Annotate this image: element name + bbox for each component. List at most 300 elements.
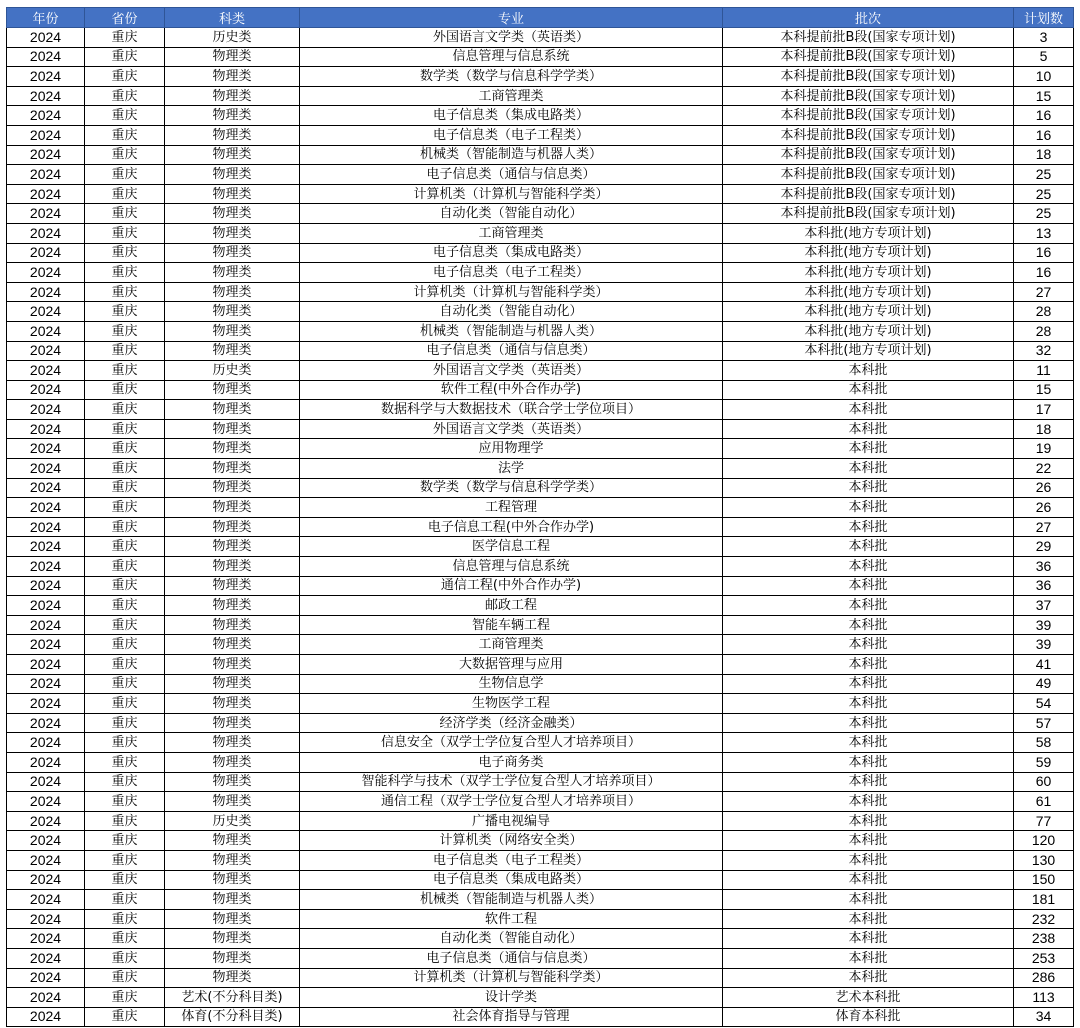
cell-subject-category: 物理类 (165, 263, 300, 283)
header-major: 专业 (300, 8, 723, 28)
table-row (7, 223, 1074, 243)
cell-subject-category: 物理类 (165, 282, 300, 302)
cell-batch: 艺术本科批 (723, 988, 1014, 1008)
cell-major: 计算机类（计算机与智能科学类） (300, 968, 723, 988)
cell-province: 重庆 (85, 125, 165, 145)
cell-subject-category: 物理类 (165, 302, 300, 322)
cell-plan-count: 29 (1014, 537, 1074, 557)
cell-year: 2024 (7, 792, 85, 812)
cell-year: 2024 (7, 282, 85, 302)
cell-batch: 本科批 (723, 948, 1014, 968)
cell-plan-count: 26 (1014, 498, 1074, 518)
cell-plan-count: 17 (1014, 400, 1074, 420)
cell-major: 自动化类（智能自动化） (300, 302, 723, 322)
cell-plan-count: 22 (1014, 459, 1074, 479)
cell-plan-count: 60 (1014, 772, 1074, 792)
cell-province: 重庆 (85, 321, 165, 341)
table-row (7, 733, 1074, 753)
cell-batch: 本科批 (723, 792, 1014, 812)
cell-year: 2024 (7, 655, 85, 675)
cell-batch: 本科提前批B段(国家专项计划) (723, 28, 1014, 48)
cell-year: 2024 (7, 165, 85, 185)
cell-batch: 体育本科批 (723, 1007, 1014, 1027)
table-row (7, 67, 1074, 87)
cell-batch: 本科批 (723, 694, 1014, 714)
cell-major: 应用物理学 (300, 439, 723, 459)
cell-subject-category: 物理类 (165, 635, 300, 655)
cell-major: 机械类（智能制造与机器人类） (300, 145, 723, 165)
cell-batch: 本科批 (723, 752, 1014, 772)
cell-year: 2024 (7, 302, 85, 322)
cell-province: 重庆 (85, 380, 165, 400)
cell-province: 重庆 (85, 223, 165, 243)
cell-plan-count: 36 (1014, 576, 1074, 596)
cell-plan-count: 16 (1014, 106, 1074, 126)
cell-year: 2024 (7, 28, 85, 48)
cell-plan-count: 27 (1014, 517, 1074, 537)
cell-subject-category: 艺术(不分科目类) (165, 988, 300, 1008)
cell-year: 2024 (7, 772, 85, 792)
cell-subject-category: 物理类 (165, 733, 300, 753)
cell-year: 2024 (7, 733, 85, 753)
cell-subject-category: 物理类 (165, 752, 300, 772)
cell-subject-category: 物理类 (165, 243, 300, 263)
cell-plan-count: 57 (1014, 713, 1074, 733)
cell-plan-count: 19 (1014, 439, 1074, 459)
cell-plan-count: 77 (1014, 811, 1074, 831)
cell-plan-count: 16 (1014, 243, 1074, 263)
cell-major: 数学类（数学与信息科学学类） (300, 67, 723, 87)
cell-province: 重庆 (85, 517, 165, 537)
cell-major: 信息安全（双学士学位复合型人才培养项目） (300, 733, 723, 753)
cell-year: 2024 (7, 752, 85, 772)
table-row (7, 909, 1074, 929)
cell-batch: 本科批 (723, 772, 1014, 792)
table-row (7, 929, 1074, 949)
cell-batch: 本科批 (723, 459, 1014, 479)
cell-year: 2024 (7, 870, 85, 890)
table-row (7, 557, 1074, 577)
table-row (7, 772, 1074, 792)
cell-subject-category: 物理类 (165, 655, 300, 675)
cell-plan-count: 36 (1014, 557, 1074, 577)
cell-subject-category: 物理类 (165, 106, 300, 126)
cell-province: 重庆 (85, 713, 165, 733)
header-year: 年份 (7, 8, 85, 28)
cell-batch: 本科批 (723, 890, 1014, 910)
cell-batch: 本科批 (723, 968, 1014, 988)
cell-major: 计算机类（计算机与智能科学类） (300, 184, 723, 204)
table-row (7, 517, 1074, 537)
table-row (7, 204, 1074, 224)
cell-year: 2024 (7, 478, 85, 498)
cell-year: 2024 (7, 47, 85, 67)
cell-subject-category: 物理类 (165, 870, 300, 890)
cell-province: 重庆 (85, 733, 165, 753)
enrollment-plan-table-container (6, 7, 1074, 1027)
cell-batch: 本科提前批B段(国家专项计划) (723, 86, 1014, 106)
cell-province: 重庆 (85, 850, 165, 870)
cell-province: 重庆 (85, 890, 165, 910)
table-row (7, 184, 1074, 204)
cell-major: 电子信息类（电子工程类） (300, 850, 723, 870)
table-row (7, 948, 1074, 968)
cell-year: 2024 (7, 694, 85, 714)
cell-year: 2024 (7, 459, 85, 479)
cell-batch: 本科批(地方专项计划) (723, 263, 1014, 283)
cell-major: 机械类（智能制造与机器人类） (300, 321, 723, 341)
cell-major: 自动化类（智能自动化） (300, 204, 723, 224)
cell-plan-count: 286 (1014, 968, 1074, 988)
cell-major: 计算机类（计算机与智能科学类） (300, 282, 723, 302)
cell-year: 2024 (7, 263, 85, 283)
cell-subject-category: 物理类 (165, 694, 300, 714)
cell-province: 重庆 (85, 929, 165, 949)
cell-subject-category: 物理类 (165, 459, 300, 479)
table-row (7, 831, 1074, 851)
header-batch: 批次 (723, 8, 1014, 28)
cell-subject-category: 物理类 (165, 674, 300, 694)
cell-major: 数学类（数学与信息科学学类） (300, 478, 723, 498)
cell-plan-count: 25 (1014, 204, 1074, 224)
cell-province: 重庆 (85, 86, 165, 106)
table-row (7, 498, 1074, 518)
cell-major: 法学 (300, 459, 723, 479)
cell-major: 电子信息类（电子工程类） (300, 125, 723, 145)
cell-major: 智能科学与技术（双学士学位复合型人才培养项目） (300, 772, 723, 792)
cell-subject-category: 物理类 (165, 517, 300, 537)
cell-province: 重庆 (85, 165, 165, 185)
table-row (7, 596, 1074, 616)
table-row (7, 341, 1074, 361)
cell-plan-count: 32 (1014, 341, 1074, 361)
cell-province: 重庆 (85, 243, 165, 263)
cell-major: 通信工程（双学士学位复合型人才培养项目） (300, 792, 723, 812)
cell-year: 2024 (7, 361, 85, 381)
cell-major: 智能车辆工程 (300, 615, 723, 635)
table-row (7, 243, 1074, 263)
cell-subject-category: 物理类 (165, 850, 300, 870)
table-row (7, 655, 1074, 675)
cell-year: 2024 (7, 439, 85, 459)
table-row (7, 86, 1074, 106)
cell-province: 重庆 (85, 811, 165, 831)
cell-batch: 本科提前批B段(国家专项计划) (723, 145, 1014, 165)
cell-batch: 本科提前批B段(国家专项计划) (723, 165, 1014, 185)
header-plan-count: 计划数 (1014, 8, 1074, 28)
cell-major: 电子信息类（集成电路类） (300, 243, 723, 263)
cell-subject-category: 物理类 (165, 713, 300, 733)
cell-year: 2024 (7, 419, 85, 439)
cell-batch: 本科批 (723, 831, 1014, 851)
table-row (7, 106, 1074, 126)
cell-plan-count: 26 (1014, 478, 1074, 498)
cell-province: 重庆 (85, 47, 165, 67)
table-row (7, 615, 1074, 635)
cell-plan-count: 11 (1014, 361, 1074, 381)
table-row (7, 478, 1074, 498)
cell-year: 2024 (7, 1007, 85, 1027)
cell-year: 2024 (7, 537, 85, 557)
cell-subject-category: 物理类 (165, 419, 300, 439)
cell-province: 重庆 (85, 988, 165, 1008)
table-row (7, 419, 1074, 439)
table-body (7, 28, 1074, 1027)
cell-subject-category: 物理类 (165, 557, 300, 577)
cell-province: 重庆 (85, 537, 165, 557)
cell-subject-category: 体育(不分科目类) (165, 1007, 300, 1027)
cell-batch: 本科批 (723, 635, 1014, 655)
cell-batch: 本科批 (723, 733, 1014, 753)
cell-year: 2024 (7, 184, 85, 204)
cell-year: 2024 (7, 106, 85, 126)
cell-subject-category: 物理类 (165, 341, 300, 361)
cell-major: 经济学类（经济金融类） (300, 713, 723, 733)
cell-plan-count: 3 (1014, 28, 1074, 48)
cell-batch: 本科批(地方专项计划) (723, 282, 1014, 302)
cell-year: 2024 (7, 400, 85, 420)
cell-subject-category: 物理类 (165, 792, 300, 812)
cell-batch: 本科批 (723, 419, 1014, 439)
cell-subject-category: 物理类 (165, 223, 300, 243)
table-row (7, 282, 1074, 302)
cell-subject-category: 历史类 (165, 811, 300, 831)
table-row (7, 674, 1074, 694)
cell-plan-count: 27 (1014, 282, 1074, 302)
cell-plan-count: 25 (1014, 165, 1074, 185)
cell-subject-category: 物理类 (165, 165, 300, 185)
enrollment-plan-table (6, 7, 1074, 1027)
cell-year: 2024 (7, 498, 85, 518)
cell-subject-category: 物理类 (165, 537, 300, 557)
cell-batch: 本科提前批B段(国家专项计划) (723, 106, 1014, 126)
cell-plan-count: 181 (1014, 890, 1074, 910)
cell-batch: 本科批 (723, 655, 1014, 675)
cell-year: 2024 (7, 850, 85, 870)
cell-year: 2024 (7, 380, 85, 400)
cell-province: 重庆 (85, 400, 165, 420)
cell-major: 电子商务类 (300, 752, 723, 772)
table-row (7, 321, 1074, 341)
table-row (7, 28, 1074, 48)
cell-plan-count: 16 (1014, 125, 1074, 145)
cell-plan-count: 49 (1014, 674, 1074, 694)
cell-batch: 本科批 (723, 400, 1014, 420)
cell-batch: 本科批 (723, 596, 1014, 616)
cell-subject-category: 物理类 (165, 478, 300, 498)
cell-major: 邮政工程 (300, 596, 723, 616)
cell-batch: 本科批 (723, 870, 1014, 890)
cell-major: 数据科学与大数据技术（联合学士学位项目） (300, 400, 723, 420)
cell-plan-count: 13 (1014, 223, 1074, 243)
cell-batch: 本科批 (723, 557, 1014, 577)
table-row (7, 1007, 1074, 1027)
cell-subject-category: 物理类 (165, 204, 300, 224)
cell-major: 机械类（智能制造与机器人类） (300, 890, 723, 910)
table-row (7, 576, 1074, 596)
cell-province: 重庆 (85, 1007, 165, 1027)
cell-province: 重庆 (85, 184, 165, 204)
cell-major: 软件工程(中外合作办学) (300, 380, 723, 400)
cell-major: 电子信息工程(中外合作办学) (300, 517, 723, 537)
cell-year: 2024 (7, 243, 85, 263)
cell-year: 2024 (7, 86, 85, 106)
cell-major: 电子信息类（通信与信息类） (300, 948, 723, 968)
cell-province: 重庆 (85, 968, 165, 988)
cell-province: 重庆 (85, 752, 165, 772)
cell-year: 2024 (7, 67, 85, 87)
table-row (7, 811, 1074, 831)
table-row (7, 439, 1074, 459)
table-row (7, 890, 1074, 910)
cell-province: 重庆 (85, 635, 165, 655)
cell-province: 重庆 (85, 341, 165, 361)
cell-subject-category: 物理类 (165, 831, 300, 851)
cell-batch: 本科批 (723, 517, 1014, 537)
cell-major: 电子信息类（集成电路类） (300, 870, 723, 890)
cell-subject-category: 物理类 (165, 145, 300, 165)
cell-province: 重庆 (85, 106, 165, 126)
cell-plan-count: 10 (1014, 67, 1074, 87)
table-row (7, 302, 1074, 322)
cell-subject-category: 历史类 (165, 361, 300, 381)
table-header (7, 8, 1074, 28)
cell-province: 重庆 (85, 576, 165, 596)
cell-batch: 本科批 (723, 674, 1014, 694)
cell-plan-count: 39 (1014, 635, 1074, 655)
cell-major: 软件工程 (300, 909, 723, 929)
cell-year: 2024 (7, 576, 85, 596)
cell-province: 重庆 (85, 361, 165, 381)
cell-subject-category: 物理类 (165, 321, 300, 341)
cell-major: 工商管理类 (300, 635, 723, 655)
cell-year: 2024 (7, 811, 85, 831)
cell-plan-count: 232 (1014, 909, 1074, 929)
table-row (7, 380, 1074, 400)
cell-plan-count: 41 (1014, 655, 1074, 675)
table-row (7, 361, 1074, 381)
cell-batch: 本科批 (723, 929, 1014, 949)
cell-batch: 本科批 (723, 380, 1014, 400)
cell-year: 2024 (7, 223, 85, 243)
cell-subject-category: 物理类 (165, 909, 300, 929)
cell-major: 信息管理与信息系统 (300, 47, 723, 67)
cell-plan-count: 18 (1014, 419, 1074, 439)
cell-province: 重庆 (85, 478, 165, 498)
cell-major: 自动化类（智能自动化） (300, 929, 723, 949)
cell-year: 2024 (7, 615, 85, 635)
table-row (7, 850, 1074, 870)
cell-year: 2024 (7, 713, 85, 733)
cell-major: 广播电视编导 (300, 811, 723, 831)
cell-plan-count: 15 (1014, 380, 1074, 400)
cell-batch: 本科批 (723, 361, 1014, 381)
cell-plan-count: 18 (1014, 145, 1074, 165)
cell-batch: 本科批(地方专项计划) (723, 243, 1014, 263)
cell-batch: 本科提前批B段(国家专项计划) (723, 204, 1014, 224)
cell-batch: 本科提前批B段(国家专项计划) (723, 184, 1014, 204)
cell-major: 计算机类（网络安全类） (300, 831, 723, 851)
table-row (7, 968, 1074, 988)
cell-subject-category: 物理类 (165, 772, 300, 792)
cell-batch: 本科批 (723, 713, 1014, 733)
cell-major: 社会体育指导与管理 (300, 1007, 723, 1027)
cell-subject-category: 物理类 (165, 67, 300, 87)
cell-subject-category: 物理类 (165, 86, 300, 106)
cell-year: 2024 (7, 557, 85, 577)
cell-province: 重庆 (85, 655, 165, 675)
cell-subject-category: 物理类 (165, 47, 300, 67)
cell-province: 重庆 (85, 870, 165, 890)
cell-batch: 本科批 (723, 537, 1014, 557)
table-row (7, 870, 1074, 890)
cell-major: 电子信息类（通信与信息类） (300, 341, 723, 361)
cell-batch: 本科批 (723, 576, 1014, 596)
cell-province: 重庆 (85, 28, 165, 48)
table-row (7, 988, 1074, 1008)
cell-major: 设计学类 (300, 988, 723, 1008)
cell-batch: 本科批 (723, 850, 1014, 870)
cell-plan-count: 120 (1014, 831, 1074, 851)
table-row (7, 47, 1074, 67)
cell-major: 电子信息类（集成电路类） (300, 106, 723, 126)
cell-batch: 本科批 (723, 811, 1014, 831)
cell-batch: 本科批(地方专项计划) (723, 302, 1014, 322)
cell-year: 2024 (7, 948, 85, 968)
cell-year: 2024 (7, 635, 85, 655)
cell-plan-count: 59 (1014, 752, 1074, 772)
cell-province: 重庆 (85, 439, 165, 459)
cell-batch: 本科批 (723, 615, 1014, 635)
header-subject-category: 科类 (165, 8, 300, 28)
cell-subject-category: 物理类 (165, 968, 300, 988)
cell-year: 2024 (7, 517, 85, 537)
cell-plan-count: 16 (1014, 263, 1074, 283)
cell-major: 工商管理类 (300, 223, 723, 243)
cell-province: 重庆 (85, 792, 165, 812)
cell-batch: 本科批(地方专项计划) (723, 223, 1014, 243)
cell-province: 重庆 (85, 145, 165, 165)
cell-major: 医学信息工程 (300, 537, 723, 557)
cell-province: 重庆 (85, 694, 165, 714)
cell-batch: 本科提前批B段(国家专项计划) (723, 125, 1014, 145)
cell-province: 重庆 (85, 459, 165, 479)
cell-year: 2024 (7, 125, 85, 145)
cell-province: 重庆 (85, 67, 165, 87)
table-row (7, 145, 1074, 165)
cell-year: 2024 (7, 890, 85, 910)
cell-batch: 本科提前批B段(国家专项计划) (723, 47, 1014, 67)
cell-plan-count: 5 (1014, 47, 1074, 67)
cell-year: 2024 (7, 341, 85, 361)
cell-province: 重庆 (85, 615, 165, 635)
cell-subject-category: 物理类 (165, 929, 300, 949)
cell-plan-count: 39 (1014, 615, 1074, 635)
cell-province: 重庆 (85, 674, 165, 694)
cell-major: 外国语言文学类（英语类） (300, 361, 723, 381)
cell-province: 重庆 (85, 419, 165, 439)
header-row (7, 8, 1074, 28)
cell-province: 重庆 (85, 263, 165, 283)
cell-province: 重庆 (85, 557, 165, 577)
cell-plan-count: 15 (1014, 86, 1074, 106)
cell-major: 工商管理类 (300, 86, 723, 106)
cell-plan-count: 58 (1014, 733, 1074, 753)
cell-batch: 本科批 (723, 439, 1014, 459)
cell-province: 重庆 (85, 909, 165, 929)
cell-major: 信息管理与信息系统 (300, 557, 723, 577)
cell-major: 电子信息类（通信与信息类） (300, 165, 723, 185)
